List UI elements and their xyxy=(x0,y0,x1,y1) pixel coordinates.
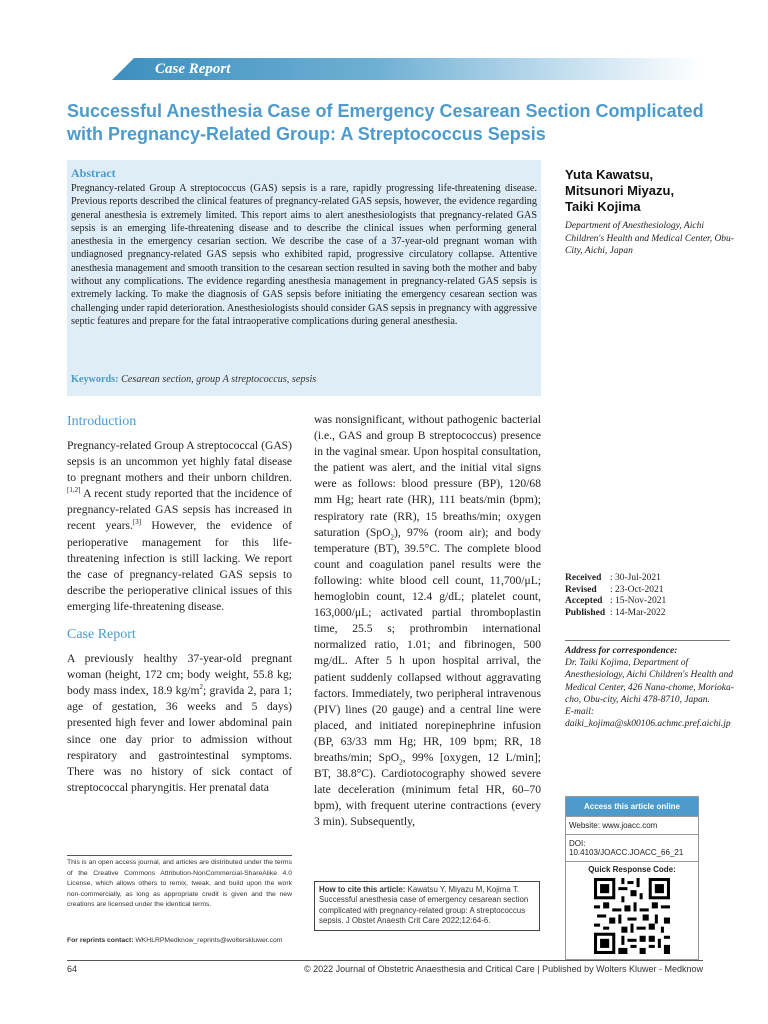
abstract-text: Pregnancy-related Group A streptococcus (GAS) sepsis is a rare, rapidly progressing life-threatening disease. Previous reports described the clinical features of pregnancy-related GAS sepsis, however, the evidence regarding general anesthesia is extremely limited. This report aims to alert anesthesiologists that pregnancy-related GAS sepsis is an emerging life-threatening disease and to describe the clinical issues when performing general anesthesia in the emergency cesarian section. We describe the case of a 37-year-old pregnant woman with undiagnosed pregnancy-related GAS sepsis who exhibited rapid, progressive circulatory collapse. Attentive anesthesia management and smooth transition to the cesarean section resulted in saving both the mother and baby without any complications. The evidence regarding anesthesia management in pregnancy-related GAS sepsis is extremely lacking. To make the diagnosis of GAS sepsis before initiating the emergency cesarean section was challenging under rapid deterioration. Anesthesiologists should consider GAS sepsis in pregnancy with aggressive septic features and prepare for the fatal intraoperative complications during general anesthesia. xyxy=(71,183,537,327)
reprints-label: For reprints contact: xyxy=(67,937,134,944)
footer-divider xyxy=(67,960,703,961)
qr-label: Quick Response Code: xyxy=(588,865,676,874)
date-row: Accepted : 15-Nov-2021 xyxy=(565,596,667,607)
date-row: Published : 14-Mar-2022 xyxy=(565,608,666,619)
introduction-paragraph: Pregnancy-related Group A streptococcal (GAS) sepsis is an uncommon yet highly fatal disease to pregnant mothers and their unborn children.[1,2] A recent study reported that the incidence of pregnancy-related GAS sepsis has increased in recent years.[3] However, the evidence of perioperative management for this life-threatening infection is still lacking. We report the case of pregnancy-related GAS sepsis to describe the perioperative clinical issues of this emerging life-threatening disease. xyxy=(67,439,292,613)
correspondence-heading: Address for correspondence: xyxy=(565,646,678,656)
qr-code-icon[interactable] xyxy=(594,878,670,954)
case-report-paragraph: A previously healthy 37-year-old pregnant woman (height, 172 cm; body weight, 55.8 kg; body mass index, 18.9 $kg/m^2$; gravida 2, para 1; age of gestation, 36 weeks and 5 days) presented high fever and lower abdominal pain since one day prior to admission without respiratory and gastrointestinal symptoms. There was no history of sick contact of streptococcal pharyngitis. Her prenatal data xyxy=(67,652,292,794)
case-report-heading: Case Report xyxy=(67,627,136,643)
body-column-right xyxy=(314,412,541,830)
doi-link[interactable]: DOI: 10.4103/JOACC.JOACC_66_21 xyxy=(566,835,698,862)
keywords xyxy=(71,374,316,385)
reprints-contact xyxy=(67,937,307,944)
author-name: Mitsunori Miyazu, xyxy=(565,183,675,198)
citation-text: Kawatsu Y, Miyazu M, Kojima T. Successful anesthesia case of emergency cesarean section complicated with pregnancy-related group: A streptococcus sepsis. J Obstet Anaesth Crit Care 2022;12:64-6. xyxy=(319,885,529,926)
case-report-paragraph-continued: was nonsignificant, without pathogenic bacterial (i.e., GAS and group B streptococcus) presence in the vaginal smear. Upon hospital consultation, the patient was alert, and the initial vital signs were as follows: blood pressure (BP), 120/68 mm Hg; heart rate (HR), 111 beats/min (bpm); respiratory rate (RR), 15 breaths/min; oxygen saturation (SpO$_2$), 97% (room air); and body temperature (BT), 39.5°C. The complete blood count and coagulation panel results were the following: white blood cell count, 11,700/μL; hemoglobin count, 12.4 g/dL; platelet count, 163,000/μL; activated partial thromboplastin time, 25.5 s; prothrombin international normalized ratio, 1.01; and fibrinogen, 500 mg/dL. After 5 h upon hospital arrival, the patient suddenly collapsed without aggravating factors. Immediately, two peripheral intravenous (PIV) lines (20 gauge) and a central line were placed, and initiated norepinephrine infusion (BP, 63/33 mm Hg; HR, 109 bpm; RR, 18 breaths/min; SpO$_2$, 99% [oxygen, 12 L/min]; BT, 38.8°C). Cardiotocography showed severe late deceleration (minimum fetal HR, 60–70 bpm), with frequent uterine contractions (every 3 min). Subsequently, xyxy=(314,413,541,829)
reprints-email[interactable]: WKHLRPMedknow_reprints@wolterskluwer.com xyxy=(133,937,283,944)
access-heading: Access this article online xyxy=(566,797,698,817)
website-link[interactable]: Website: www.joacc.com xyxy=(566,817,698,835)
access-article-box xyxy=(565,796,699,960)
page-number: 64 xyxy=(67,964,78,974)
correspondence-email[interactable]: E-mail: daiki_kojima@sk00106.achmc.pref.aichi.jp xyxy=(565,707,731,730)
citation-label: How to cite this article: xyxy=(319,885,406,894)
section-label: Case Report xyxy=(155,61,231,77)
date-row: Received : 30-Jul-2021 xyxy=(565,573,661,583)
keywords-text: Cesarean section, group A streptococcus, sepsis xyxy=(121,374,317,385)
body-column-left xyxy=(67,412,292,796)
keywords-label: Keywords: xyxy=(71,374,119,385)
citation-ref[interactable]: [1,2] xyxy=(67,486,81,495)
date-row: Revised : 23-Oct-2021 xyxy=(565,584,664,595)
introduction-heading: Introduction xyxy=(67,414,137,429)
divider xyxy=(67,855,292,856)
citation-ref[interactable]: [3] xyxy=(132,518,142,527)
author-list xyxy=(565,167,745,215)
banner-notch xyxy=(112,58,134,80)
license-text: This is an open access journal, and articles are distributed under the terms of the Creative Commons Attribution-NonCommercial-ShareAlike 4.0 License, which allows others to remix, tweak, and build upon the work non-commercially, as long as appropriate credit is given and the new creations are licensed under the identical terms. xyxy=(67,859,292,908)
publication-dates xyxy=(565,573,666,620)
author-name: Taiki Kojima xyxy=(565,199,641,214)
author-affiliation: Department of Anesthesiology, Aichi Children's Health and Medical Center, Obu-City, Aichi, Japan xyxy=(565,221,734,256)
abstract-heading: Abstract xyxy=(71,166,116,180)
divider xyxy=(565,640,730,641)
correspondence-address xyxy=(565,645,745,730)
article-title: Successful Anesthesia Case of Emergency Cesarean Section Complicated with Pregnancy-Related Group: A Streptococcus Sepsis xyxy=(67,101,704,144)
author-name: Yuta Kawatsu, xyxy=(565,167,654,182)
citation-box xyxy=(314,881,540,931)
footer-copyright: © 2022 Journal of Obstetric Anaesthesia and Critical Care | Published by Wolters Kluwer - Medknow xyxy=(304,964,703,974)
abstract-box xyxy=(67,160,541,396)
correspondence-text: Dr. Taiki Kojima, Department of Anesthesiology, Aichi Children's Health and Medical Center, 426 Nana-chome, Morioka-cho, Obu-city, Aichi 478-8710, Japan. xyxy=(565,658,734,705)
